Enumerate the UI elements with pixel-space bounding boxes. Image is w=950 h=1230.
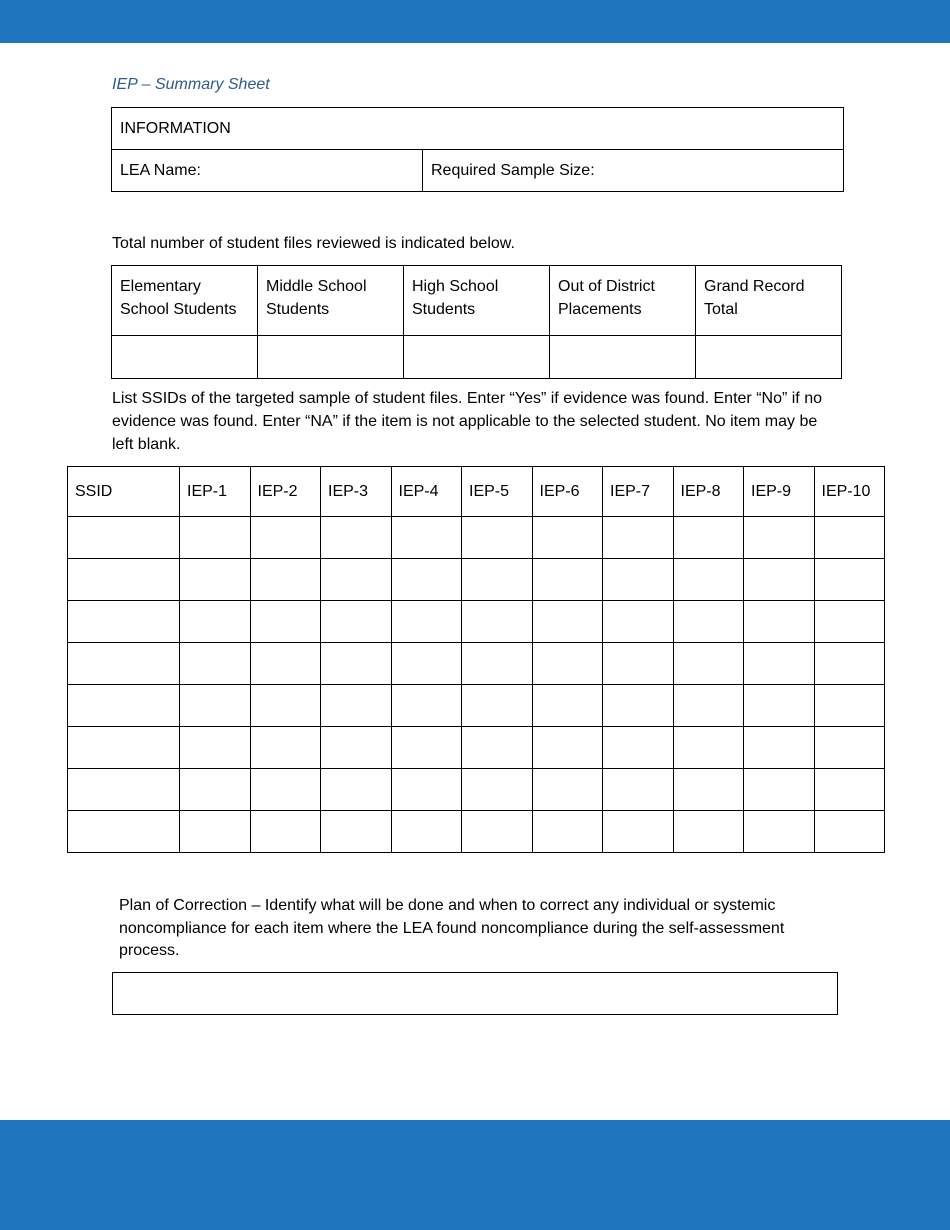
plan-of-correction-text: Plan of Correction – Identify what will be done and when to correct any individual or systemic noncompliance for each item where the LEA found noncompliance during the self-assessment process. xyxy=(119,897,785,959)
information-table xyxy=(111,107,844,192)
iep-entry-cell[interactable] xyxy=(391,643,462,685)
iep-entry-cell[interactable] xyxy=(391,601,462,643)
iep-entry-cell[interactable] xyxy=(180,727,251,769)
iep-entry-cell[interactable] xyxy=(603,601,674,643)
ssid-entry-cell[interactable] xyxy=(68,685,180,727)
iep-3-col-header: IEP-3 xyxy=(321,467,392,517)
iep-entry-cell[interactable] xyxy=(180,517,251,559)
iep-7-col-header: IEP-7 xyxy=(603,467,674,517)
iep-entry-cell[interactable] xyxy=(532,643,603,685)
iep-entry-cell[interactable] xyxy=(462,769,533,811)
iep-entry-cell[interactable] xyxy=(673,559,744,601)
iep-entry-cell[interactable] xyxy=(532,769,603,811)
iep-entry-cell[interactable] xyxy=(250,685,321,727)
ssid-table xyxy=(67,466,885,853)
iep-entry-cell[interactable] xyxy=(673,643,744,685)
ssid-entry-cell[interactable] xyxy=(68,727,180,769)
iep-entry-cell[interactable] xyxy=(744,559,815,601)
ssid-entry-cell[interactable] xyxy=(68,811,180,853)
table-row xyxy=(68,811,885,853)
iep-entry-cell[interactable] xyxy=(603,643,674,685)
lea-name-field[interactable]: LEA Name: xyxy=(112,150,423,192)
iep-entry-cell[interactable] xyxy=(814,769,885,811)
iep-entry-cell[interactable] xyxy=(532,601,603,643)
middle-school-count-cell[interactable] xyxy=(258,336,404,379)
iep-entry-cell[interactable] xyxy=(250,727,321,769)
table-row xyxy=(68,727,885,769)
iep-entry-cell[interactable] xyxy=(814,559,885,601)
document-subtitle: IEP – Summary Sheet xyxy=(112,76,270,93)
iep-entry-cell[interactable] xyxy=(250,769,321,811)
iep-entry-cell[interactable] xyxy=(321,811,392,853)
ssid-entry-cell[interactable] xyxy=(68,643,180,685)
iep-entry-cell[interactable] xyxy=(321,559,392,601)
iep-entry-cell[interactable] xyxy=(673,685,744,727)
iep-entry-cell[interactable] xyxy=(180,769,251,811)
iep-entry-cell[interactable] xyxy=(462,643,533,685)
iep-entry-cell[interactable] xyxy=(180,685,251,727)
iep-1-col-header: IEP-1 xyxy=(180,467,251,517)
iep-entry-cell[interactable] xyxy=(321,685,392,727)
iep-entry-cell[interactable] xyxy=(814,601,885,643)
iep-entry-cell[interactable] xyxy=(744,769,815,811)
iep-entry-cell[interactable] xyxy=(180,643,251,685)
elementary-count-cell[interactable] xyxy=(112,336,258,379)
iep-2-col-header: IEP-2 xyxy=(250,467,321,517)
ssid-entry-cell[interactable] xyxy=(68,559,180,601)
iep-10-col-header: IEP-10 xyxy=(814,467,885,517)
iep-entry-cell[interactable] xyxy=(673,769,744,811)
iep-entry-cell[interactable] xyxy=(462,601,533,643)
iep-entry-cell[interactable] xyxy=(391,727,462,769)
iep-entry-cell[interactable] xyxy=(250,559,321,601)
out-of-district-header: Out of District Placements xyxy=(550,266,696,336)
ssid-col-header: SSID xyxy=(68,467,180,517)
iep-entry-cell[interactable] xyxy=(744,727,815,769)
footer-bar xyxy=(0,1120,950,1230)
iep-entry-cell[interactable] xyxy=(391,517,462,559)
iep-entry-cell[interactable] xyxy=(814,517,885,559)
iep-entry-cell[interactable] xyxy=(532,517,603,559)
iep-entry-cell[interactable] xyxy=(180,811,251,853)
ssid-header-row xyxy=(68,467,885,517)
iep-5-col-header: IEP-5 xyxy=(462,467,533,517)
iep-9-col-header: IEP-9 xyxy=(744,467,815,517)
iep-entry-cell[interactable] xyxy=(250,811,321,853)
iep-entry-cell[interactable] xyxy=(673,601,744,643)
iep-entry-cell[interactable] xyxy=(532,559,603,601)
elementary-header: Elementary School Students xyxy=(112,266,258,336)
iep-6-col-header: IEP-6 xyxy=(532,467,603,517)
iep-entry-cell[interactable] xyxy=(532,811,603,853)
iep-entry-cell[interactable] xyxy=(321,601,392,643)
iep-entry-cell[interactable] xyxy=(603,727,674,769)
iep-entry-cell[interactable] xyxy=(603,769,674,811)
middle-school-header: Middle School Students xyxy=(258,266,404,336)
iep-entry-cell[interactable] xyxy=(180,601,251,643)
iep-entry-cell[interactable] xyxy=(321,727,392,769)
iep-entry-cell[interactable] xyxy=(744,643,815,685)
table-row xyxy=(68,643,885,685)
iep-entry-cell[interactable] xyxy=(603,559,674,601)
information-header: INFORMATION xyxy=(112,108,844,150)
iep-entry-cell[interactable] xyxy=(462,685,533,727)
iep-entry-cell[interactable] xyxy=(250,517,321,559)
iep-entry-cell[interactable] xyxy=(814,685,885,727)
iep-entry-cell[interactable] xyxy=(321,769,392,811)
iep-entry-cell[interactable] xyxy=(603,517,674,559)
iep-entry-cell[interactable] xyxy=(391,811,462,853)
iep-entry-cell[interactable] xyxy=(391,769,462,811)
iep-entry-cell[interactable] xyxy=(814,643,885,685)
iep-entry-cell[interactable] xyxy=(744,517,815,559)
iep-8-col-header: IEP-8 xyxy=(673,467,744,517)
iep-entry-cell[interactable] xyxy=(532,727,603,769)
iep-entry-cell[interactable] xyxy=(180,559,251,601)
counts-intro-text: Total number of student files reviewed is indicated below. xyxy=(112,235,515,252)
grand-total-count-cell[interactable] xyxy=(696,336,842,379)
ssid-entry-cell[interactable] xyxy=(68,769,180,811)
required-sample-size-field[interactable]: Required Sample Size: xyxy=(423,150,844,192)
table-row xyxy=(68,559,885,601)
iep-entry-cell[interactable] xyxy=(744,685,815,727)
iep-entry-cell[interactable] xyxy=(673,727,744,769)
iep-entry-cell[interactable] xyxy=(462,517,533,559)
table-row xyxy=(68,685,885,727)
iep-entry-cell[interactable] xyxy=(673,517,744,559)
iep-entry-cell[interactable] xyxy=(744,811,815,853)
header-bar xyxy=(0,0,950,43)
high-school-header: High School Students xyxy=(404,266,550,336)
iep-entry-cell[interactable] xyxy=(532,685,603,727)
iep-4-col-header: IEP-4 xyxy=(391,467,462,517)
iep-entry-cell[interactable] xyxy=(321,517,392,559)
table-row xyxy=(68,517,885,559)
iep-entry-cell[interactable] xyxy=(391,685,462,727)
plan-of-correction-field[interactable] xyxy=(112,972,838,1015)
iep-entry-cell[interactable] xyxy=(250,643,321,685)
iep-entry-cell[interactable] xyxy=(321,643,392,685)
ssid-entry-cell[interactable] xyxy=(68,517,180,559)
high-school-count-cell[interactable] xyxy=(404,336,550,379)
out-of-district-count-cell[interactable] xyxy=(550,336,696,379)
iep-entry-cell[interactable] xyxy=(391,559,462,601)
iep-entry-cell[interactable] xyxy=(250,601,321,643)
iep-entry-cell[interactable] xyxy=(744,601,815,643)
ssid-instructions-text: List SSIDs of the targeted sample of student files. Enter “Yes” if evidence was found. Enter “No” if no evidence was found. Enter “NA” if the item is not applicable to the selected student. No item may be left blank. xyxy=(112,390,822,453)
iep-entry-cell[interactable] xyxy=(462,811,533,853)
ssid-entry-cell[interactable] xyxy=(68,601,180,643)
iep-entry-cell[interactable] xyxy=(462,559,533,601)
iep-entry-cell[interactable] xyxy=(814,811,885,853)
file-counts-table xyxy=(111,265,842,379)
iep-entry-cell[interactable] xyxy=(603,811,674,853)
iep-entry-cell[interactable] xyxy=(462,727,533,769)
grand-total-header: Grand Record Total xyxy=(696,266,842,336)
table-row xyxy=(68,601,885,643)
iep-entry-cell[interactable] xyxy=(673,811,744,853)
iep-entry-cell[interactable] xyxy=(603,685,674,727)
table-row xyxy=(68,769,885,811)
iep-entry-cell[interactable] xyxy=(814,727,885,769)
